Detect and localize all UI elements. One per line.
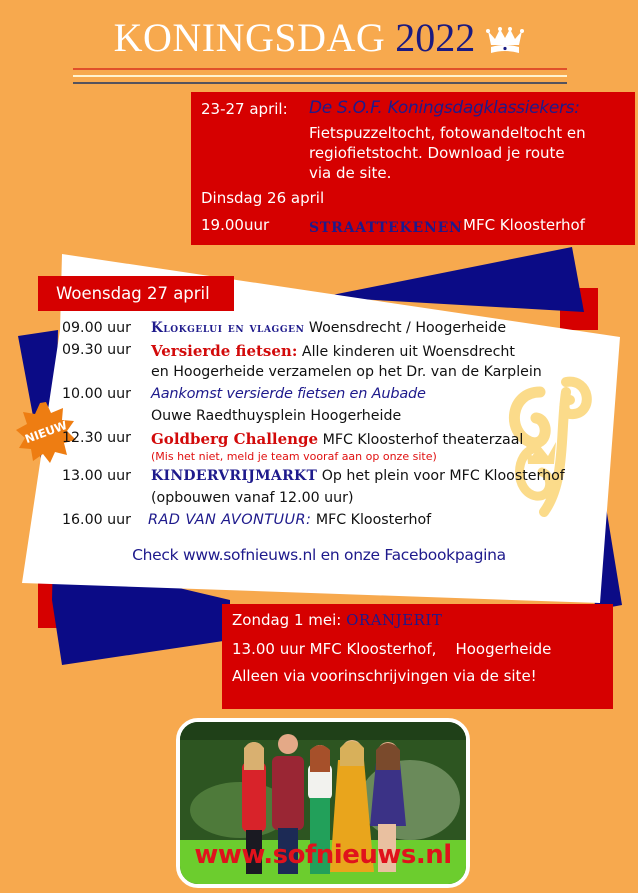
schedule-title: Goldberg Challenge: [151, 430, 319, 448]
klassiekers-line-3: via de site.: [309, 164, 392, 182]
schedule-time: 09.30 uur: [62, 342, 131, 358]
oranjerit-title: ORANJERIT: [346, 611, 443, 629]
check-website-line: Check www.sofnieuws.nl en onze Facebookpagina: [132, 546, 506, 564]
schedule-title: RAD VAN AVONTUUR:: [148, 512, 312, 528]
schedule-text: (opbouwen vanaf 12.00 uur): [151, 490, 354, 506]
sunday-line-1: 13.00 uur MFC Kloosterhof, Hoogerheide: [232, 640, 552, 658]
schedule-text: Op het plein voor MFC Kloosterhof: [317, 468, 565, 484]
tuesday-time: 19.00uur: [201, 216, 270, 234]
wednesday-heading: Woensdag 27 april: [38, 276, 234, 311]
schedule-text: en Hoogerheide verzamelen op het Dr. van de Karplein: [151, 364, 542, 380]
schedule-note-text: (Mis het niet, meld je team vooraf aan op onze site): [151, 450, 437, 463]
new-badge-label: NIEUW: [23, 417, 69, 447]
sunday-line-2: Alleen via voorinschrijvingen via de site!: [232, 667, 537, 685]
schedule-text: MFC Kloosterhof theaterzaal: [318, 432, 524, 448]
klassiekers-line-1: Fietspuzzeltocht, fotowandeltocht en: [309, 124, 586, 142]
title-year: 2022: [395, 15, 476, 60]
date-range-label: 23-27 april:: [201, 100, 288, 118]
schedule-text: Alle kinderen uit Woensdrecht: [297, 344, 515, 360]
schedule-time: 10.00 uur: [62, 386, 131, 402]
straattekenen-title: STRAATTEKENEN: [309, 220, 463, 236]
schedule-title: Aankomst versierde fietsen en Aubade: [151, 386, 426, 402]
royal-family-photo: [176, 718, 470, 888]
tuesday-location: MFC Kloosterhof: [463, 216, 585, 234]
schedule-title: Klokgelui en vlaggen: [151, 320, 305, 336]
photo-url-text: www.sofnieuws.nl: [194, 840, 452, 870]
tuesday-label: Dinsdag 26 april: [201, 189, 325, 207]
klassiekers-title: De S.O.F. Koningsdagklassiekers:: [309, 98, 580, 118]
schedule-time: 16.00 uur: [62, 512, 131, 528]
schedule-text: MFC Kloosterhof: [311, 512, 432, 528]
schedule-text: Ouwe Raedthuysplein Hoogerheide: [151, 408, 402, 424]
schedule-time: 12.30 uur: [62, 430, 131, 446]
schedule-title: KINDERVRIJMARKT: [151, 468, 318, 484]
title-word: KONINGSDAG: [113, 15, 386, 60]
schedule-title: Versierde fietsen:: [151, 342, 298, 360]
schedule-text: Woensdrecht / Hoogerheide: [304, 320, 507, 336]
klassiekers-line-2: regiofietstocht. Download je route: [309, 144, 565, 162]
schedule-time: 09.00 uur: [62, 320, 131, 336]
schedule-time: 13.00 uur: [62, 468, 131, 484]
sunday-block: [222, 604, 613, 709]
sunday-label: Zondag 1 mei:: [232, 611, 342, 629]
